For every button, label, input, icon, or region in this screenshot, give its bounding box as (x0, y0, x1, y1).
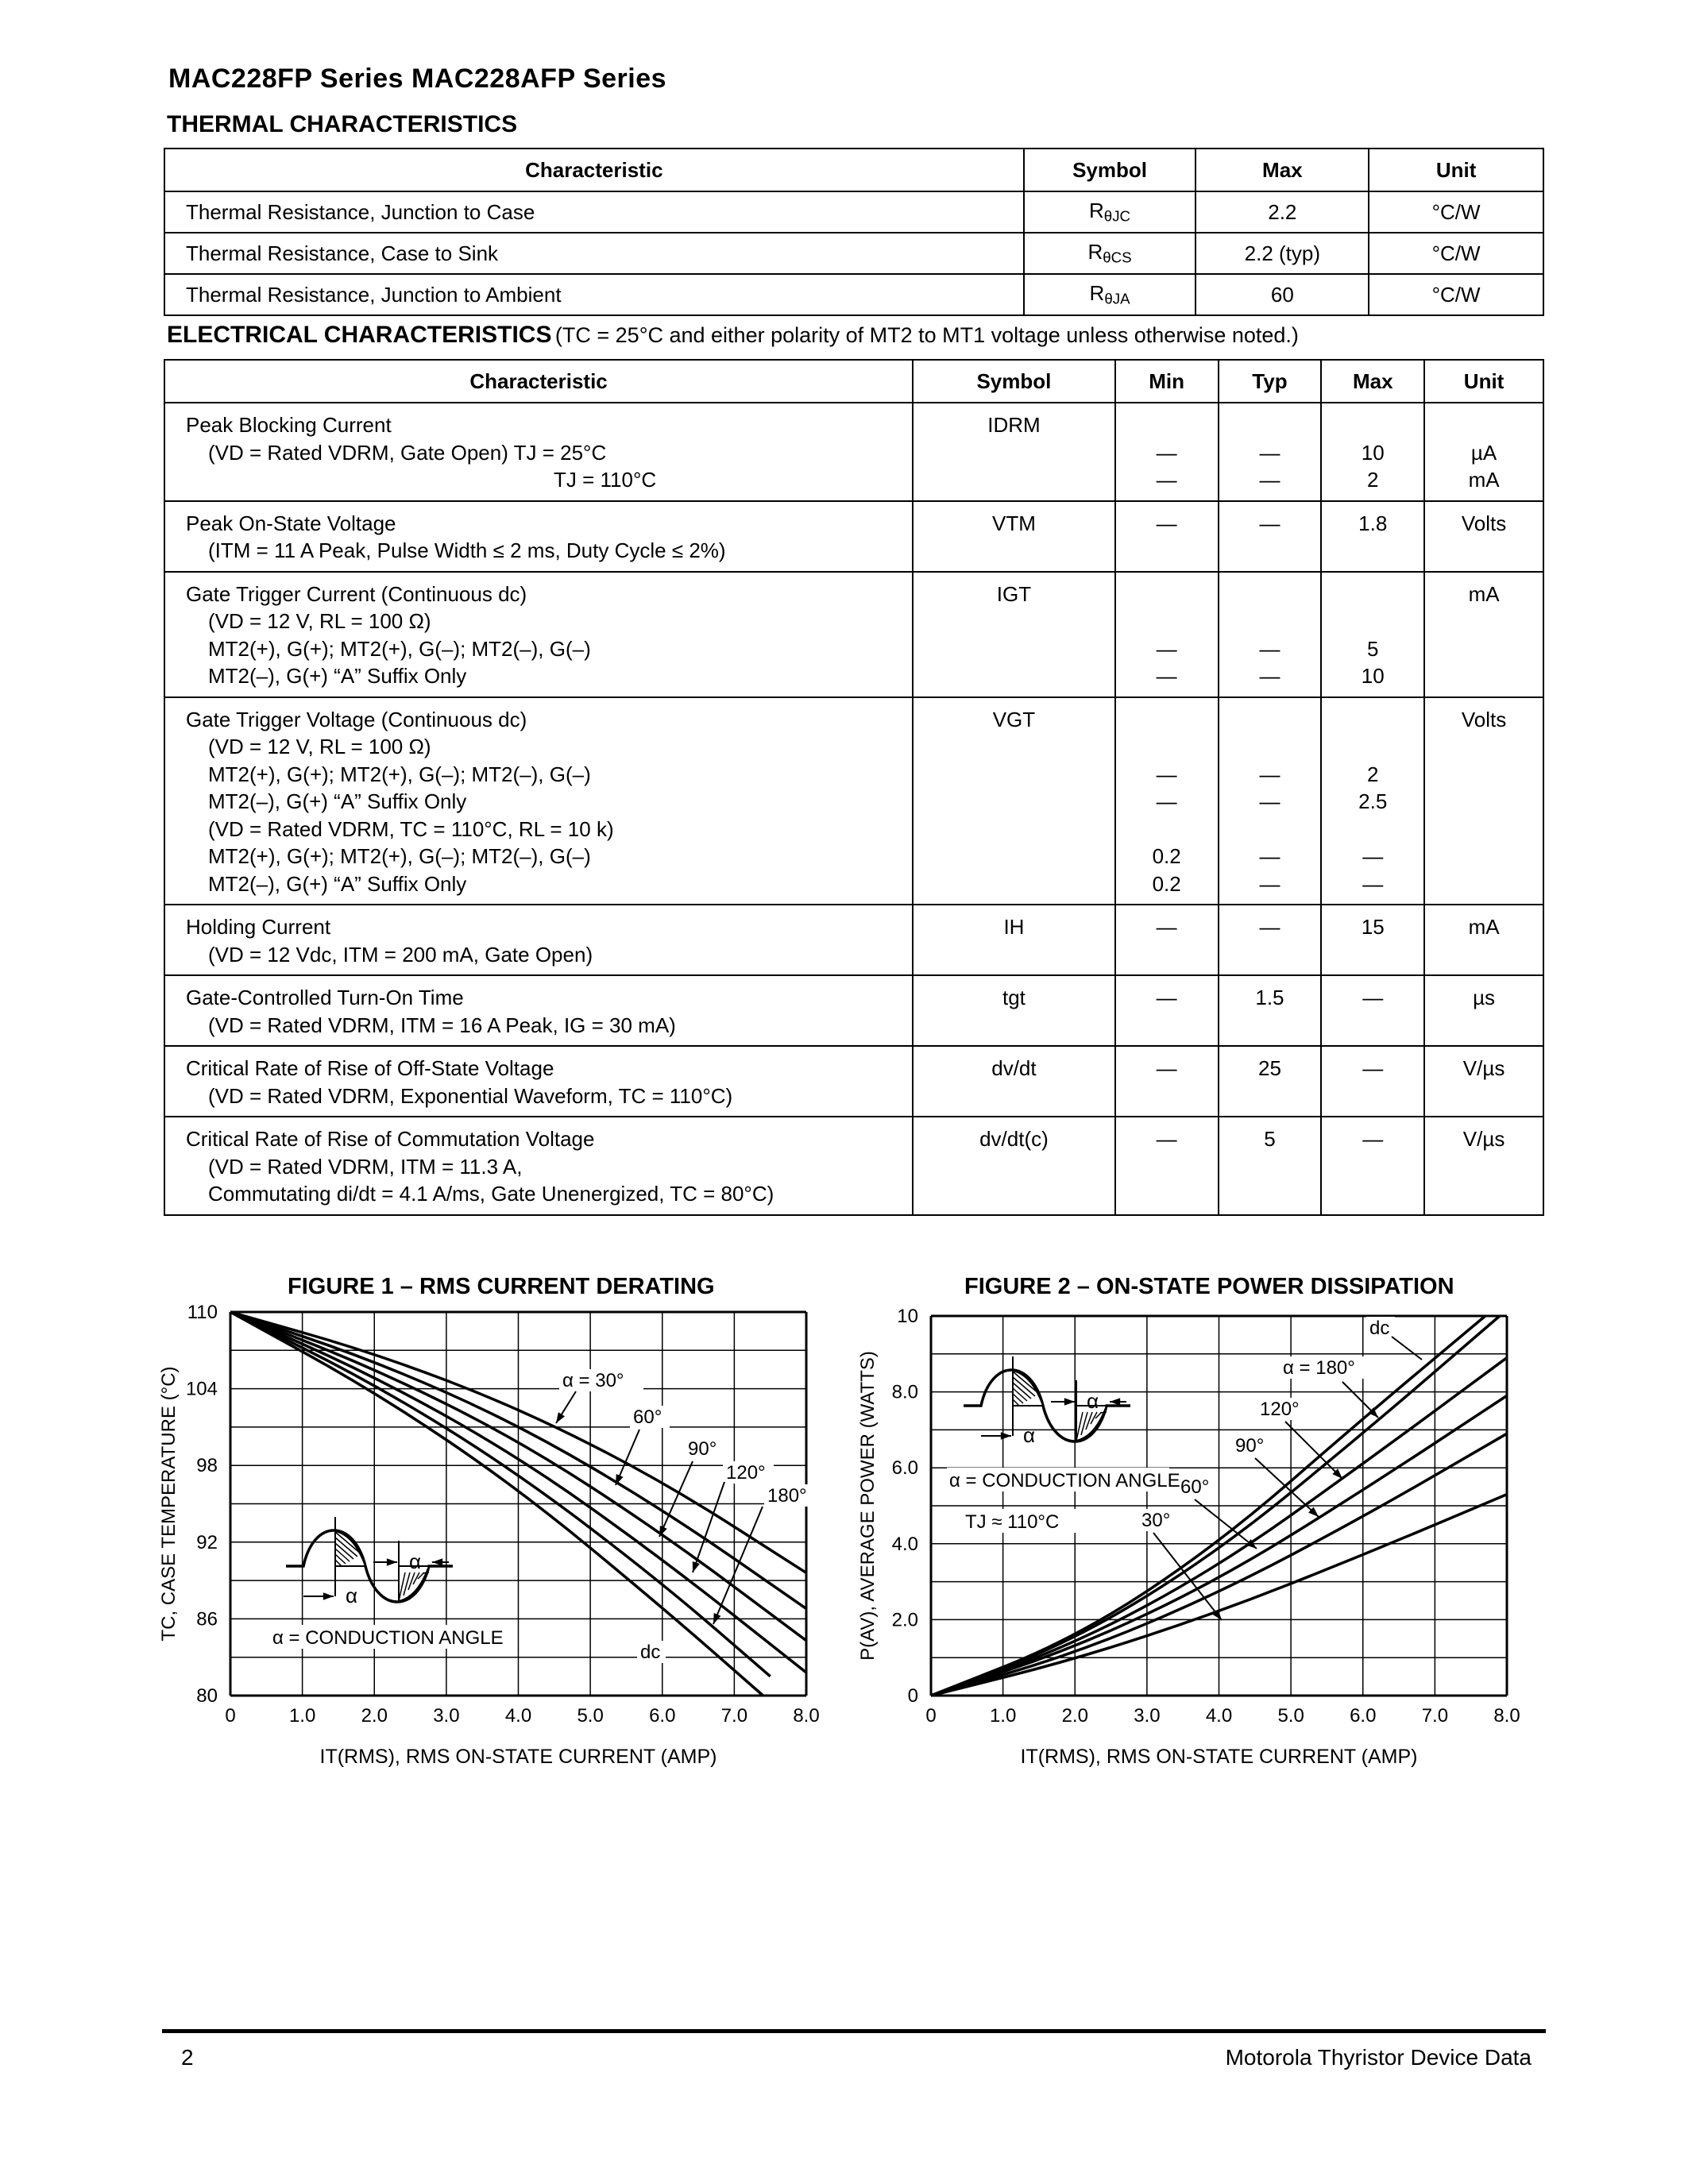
fig2-x-tick-label: 2.0 (1061, 1705, 1088, 1727)
fig1-x-tick-label: 0 (225, 1705, 236, 1727)
fig2-inset-hatch (1100, 1412, 1107, 1413)
electrical-note: (TC = 25°C and either polarity of MT2 to MT1 voltage unless otherwise noted.) (554, 323, 1299, 347)
typ-value: — (1259, 789, 1280, 813)
thermal-max: 60 (1196, 274, 1369, 315)
fig2-inset-dim-arrow-head (1001, 1432, 1011, 1440)
unit-value: V/µs (1462, 1127, 1505, 1151)
characteristic-line: Peak Blocking Current (186, 413, 392, 437)
fig2-x-tick-label: 6.0 (1350, 1705, 1377, 1727)
min-value: 0.2 (1152, 871, 1181, 896)
fig1-y-axis-title: TC, CASE TEMPERATURE (°C) (158, 1366, 180, 1642)
fig1-arrow-120 (693, 1482, 724, 1572)
characteristic-line: MT2(–), G(+) “A” Suffix Only (208, 789, 467, 813)
fig2-y-tick-label: 2.0 (891, 1609, 918, 1631)
fig2-conduction-label: α = CONDUCTION ANGLE (949, 1470, 1180, 1491)
figure1-chart (158, 1302, 820, 1768)
typ-value: — (1259, 871, 1280, 896)
fig2-inset-alpha-label: α (1023, 1423, 1036, 1447)
fig1-x-tick-label: 2.0 (361, 1705, 388, 1727)
page-number: 2 (181, 2045, 194, 2070)
fig1-x-tick-label: 4.0 (504, 1705, 532, 1727)
fig1-y-tick-label: 110 (187, 1302, 218, 1323)
electrical-symbol: dv/dt (913, 1046, 1115, 1117)
unit-value: V/µs (1462, 1056, 1505, 1080)
characteristic-line: MT2(–), G(+) “A” Suffix Only (208, 664, 467, 688)
characteristic-line: MT2(–), G(+) “A” Suffix Only (208, 871, 467, 896)
fig2-x-tick-label: 8.0 (1493, 1705, 1520, 1727)
typ-value: — (1259, 511, 1280, 535)
max-value: — (1362, 1127, 1384, 1151)
fig1-label-180: 180° (767, 1485, 807, 1507)
characteristic-line: MT2(+), G(+); MT2(+), G(–); MT2(–), G(–) (208, 844, 591, 868)
figure2-title: FIGURE 2 – ON-STATE POWER DISSIPATION (964, 1274, 1454, 1299)
electrical-symbol: IDRM (913, 403, 1115, 501)
thermal-unit: °C/W (1369, 233, 1543, 274)
electrical-symbol: dv/dt(c) (913, 1117, 1115, 1215)
electrical-header-max: Max (1321, 360, 1424, 403)
characteristic-line: MT2(+), G(+); MT2(+), G(–); MT2(–), G(–) (208, 762, 591, 786)
fig1-x-tick-label: 5.0 (577, 1705, 604, 1727)
electrical-header-unit: Unit (1424, 360, 1543, 403)
fig2-inset-alpha-label: α (1087, 1389, 1099, 1413)
characteristic-line: (VD = 12 V, RL = 100 Ω) (208, 609, 431, 633)
fig2-label-60: 60° (1180, 1476, 1210, 1498)
max-value: 5 (1367, 636, 1379, 661)
electrical-symbol: IGT (913, 572, 1115, 697)
series-title: MAC228FP Series MAC228AFP Series (168, 64, 667, 94)
max-value: — (1362, 871, 1384, 896)
characteristic-line: Critical Rate of Rise of Commutation Voltage (186, 1127, 595, 1151)
fig2-x-tick-label: 7.0 (1421, 1705, 1449, 1727)
min-value: — (1156, 789, 1177, 813)
thermal-characteristic: Thermal Resistance, Junction to Case (164, 191, 1024, 233)
characteristic-line: Gate Trigger Current (Continuous dc) (186, 581, 527, 606)
electrical-title: ELECTRICAL CHARACTERISTICS (167, 322, 552, 348)
characteristic-line: (ITM = 11 A Peak, Pulse Width ≤ 2 ms, Duty Cycle ≤ 2%) (208, 538, 726, 562)
min-value: — (1156, 440, 1177, 465)
fig2-y-axis-title: P(AV), AVERAGE POWER (WATTS) (857, 1351, 879, 1661)
thermal-header-characteristic: Characteristic (164, 149, 1024, 191)
fig2-x-tick-label: 3.0 (1134, 1705, 1161, 1727)
thermal-max: 2.2 (typ) (1196, 233, 1369, 274)
typ-value: — (1259, 915, 1280, 939)
electrical-symbol: IH (913, 905, 1115, 975)
unit-value: mA (1468, 915, 1500, 939)
max-value: 10 (1361, 664, 1385, 688)
unit-value: mA (1468, 468, 1500, 492)
fig2-label-120: 120° (1260, 1399, 1300, 1420)
fig2-label-90: 90° (1235, 1435, 1265, 1457)
fig1-label-90: 90° (688, 1438, 717, 1460)
thermal-characteristic: Thermal Resistance, Case to Sink (164, 233, 1024, 274)
fig1-y-tick-label: 98 (196, 1455, 218, 1477)
unit-value: µs (1473, 986, 1496, 1009)
fig1-y-tick-label: 86 (196, 1608, 218, 1630)
min-value: — (1156, 915, 1177, 939)
max-value: 15 (1361, 915, 1385, 939)
unit-value: Volts (1461, 707, 1507, 731)
min-value: — (1156, 468, 1177, 492)
typ-value: — (1259, 440, 1280, 465)
fig1-y-tick-label: 92 (196, 1531, 218, 1553)
min-value: — (1156, 762, 1177, 786)
min-value: 0.2 (1152, 844, 1181, 868)
max-value: 2 (1367, 468, 1379, 492)
electrical-symbol: VGT (913, 697, 1115, 905)
characteristic-line: (VD = Rated VDRM, TC = 110°C, RL = 10 k) (208, 816, 614, 841)
thermal-symbol: $R_{\theta JC}$ (1024, 191, 1196, 233)
fig1-label-dc: dc (640, 1642, 661, 1663)
fig2-y-tick-label: 4.0 (891, 1533, 918, 1555)
thermal-symbol: $R_{\theta CS}$ (1024, 233, 1196, 274)
unit-value: mA (1468, 581, 1500, 606)
characteristic-line: (VD = 12 Vdc, ITM = 200 mA, Gate Open) (208, 942, 593, 967)
fig2-y-tick-label: 8.0 (891, 1381, 918, 1403)
characteristic-line: Critical Rate of Rise of Off-State Voltage (186, 1056, 554, 1080)
fig1-conduction-label: α = CONDUCTION ANGLE (272, 1627, 504, 1649)
fig1-x-tick-label: 7.0 (720, 1705, 748, 1727)
electrical-symbol: tgt (913, 975, 1115, 1046)
fig1-inset-dim-arrow-head (323, 1592, 334, 1600)
thermal-max: 2.2 (1196, 191, 1369, 233)
typ-value: 25 (1257, 1056, 1281, 1080)
fig2-x-tick-label: 4.0 (1205, 1705, 1233, 1727)
characteristic-line: TJ = 110°C (554, 468, 657, 492)
thermal-characteristic: Thermal Resistance, Junction to Ambient (164, 274, 1024, 315)
fig2-inset-dim-arrow-head (1064, 1398, 1075, 1406)
unit-value: Volts (1461, 511, 1507, 535)
fig1-inset-dim-arrow-head (387, 1558, 397, 1566)
thermal-header-symbol: Symbol (1024, 149, 1196, 191)
characteristic-line: Holding Current (186, 915, 331, 939)
fig1-inset-alpha-label: α (409, 1549, 422, 1573)
min-value: — (1156, 1127, 1177, 1151)
fig2-x-tick-label: 5.0 (1277, 1705, 1304, 1727)
min-value: — (1156, 636, 1177, 661)
max-value: 10 (1361, 440, 1385, 465)
characteristic-line: Commutating di/dt = 4.1 A/ms, Gate Unenergized, TC = 80°C) (208, 1182, 774, 1206)
typ-value: — (1259, 664, 1280, 688)
fig2-label-30: 30° (1141, 1510, 1171, 1531)
typ-value: 1.5 (1255, 986, 1284, 1009)
characteristic-line: (VD = Rated VDRM, ITM = 11.3 A, (208, 1154, 523, 1179)
max-value: 2 (1367, 762, 1379, 786)
characteristic-line: (VD = Rated VDRM, Exponential Waveform, TC = 110°C) (208, 1083, 733, 1108)
electrical-symbol: VTM (913, 501, 1115, 572)
fig1-x-tick-label: 1.0 (288, 1705, 316, 1727)
max-value: 1.8 (1358, 511, 1388, 535)
fig1-arrow-180 (713, 1507, 763, 1624)
fig2-leader-dc (1392, 1337, 1422, 1360)
typ-value: — (1259, 636, 1280, 661)
fig1-arrow-30-head (556, 1412, 565, 1423)
fig1-x-tick-label: 6.0 (649, 1705, 676, 1727)
fig1-label-30: α = 30° (562, 1370, 624, 1391)
fig1-inset-alpha-label: α (346, 1584, 358, 1607)
fig2-x-tick-label: 0 (925, 1705, 937, 1727)
max-value: — (1362, 986, 1384, 1009)
typ-value: — (1259, 762, 1280, 786)
fig1-label-60: 60° (633, 1406, 662, 1428)
max-value: — (1362, 1056, 1384, 1080)
fig1-x-tick-label: 3.0 (433, 1705, 460, 1727)
electrical-header-characteristic: Characteristic (164, 360, 913, 403)
thermal-unit: °C/W (1369, 191, 1543, 233)
fig1-x-axis-title: IT(RMS), RMS ON-STATE CURRENT (AMP) (319, 1746, 717, 1768)
fig2-tj-label: TJ ≈ 110°C (965, 1511, 1060, 1533)
typ-value: — (1259, 468, 1280, 492)
electrical-header-symbol: Symbol (913, 360, 1115, 403)
fig2-label-180: α = 180° (1283, 1357, 1355, 1379)
thermal-header-unit: Unit (1369, 149, 1543, 191)
min-value: — (1156, 511, 1177, 535)
unit-value: µA (1470, 440, 1497, 465)
fig2-y-tick-label: 10 (897, 1306, 918, 1327)
thermal-symbol: $R_{\theta JA}$ (1024, 274, 1196, 315)
fig1-y-tick-label: 80 (196, 1685, 218, 1707)
characteristic-line: MT2(+), G(+); MT2(+), G(–); MT2(–), G(–) (208, 636, 591, 661)
max-value: — (1362, 844, 1384, 868)
figure1-title: FIGURE 1 – RMS CURRENT DERATING (288, 1274, 715, 1299)
thermal-header-max: Max (1196, 149, 1369, 191)
fig2-y-tick-label: 6.0 (891, 1457, 918, 1480)
electrical-header-typ: Typ (1219, 360, 1322, 403)
characteristic-line: (VD = Rated VDRM, Gate Open) TJ = 25°C (208, 440, 607, 465)
thermal-section-title: THERMAL CHARACTERISTICS (167, 111, 518, 137)
characteristic-line: Gate Trigger Voltage (Continuous dc) (186, 707, 527, 731)
max-value: 2.5 (1358, 789, 1388, 813)
min-value: — (1156, 1056, 1177, 1080)
figure2-chart (857, 1306, 1520, 1768)
characteristic-line: Peak On-State Voltage (186, 511, 396, 535)
characteristic-line: Gate-Controlled Turn-On Time (186, 986, 464, 1009)
fig1-series-line (230, 1312, 771, 1677)
fig2-x-axis-title: IT(RMS), RMS ON-STATE CURRENT (AMP) (1020, 1746, 1418, 1768)
min-value: — (1156, 986, 1177, 1009)
characteristic-line: (VD = Rated VDRM, ITM = 16 A Peak, IG = 30 mA) (208, 1013, 676, 1037)
typ-value: 5 (1264, 1127, 1276, 1151)
min-value: — (1156, 664, 1177, 688)
fig1-x-tick-label: 8.0 (793, 1705, 820, 1727)
characteristic-line: (VD = 12 V, RL = 100 Ω) (208, 735, 431, 758)
electrical-header-min: Min (1115, 360, 1219, 403)
footer-publisher: Motorola Thyristor Device Data (1225, 2045, 1532, 2070)
fig2-x-tick-label: 1.0 (989, 1705, 1017, 1727)
fig2-y-tick-label: 0 (907, 1685, 918, 1707)
fig2-label-dc: dc (1369, 1318, 1390, 1339)
typ-value: — (1259, 844, 1280, 868)
thermal-unit: °C/W (1369, 274, 1543, 315)
footer-rule (162, 2029, 1546, 2033)
fig1-label-120: 120° (726, 1462, 766, 1484)
fig1-inset-hatch (423, 1572, 429, 1573)
fig1-y-tick-label: 104 (185, 1378, 218, 1400)
fig1-arrow-120-head (693, 1561, 700, 1572)
